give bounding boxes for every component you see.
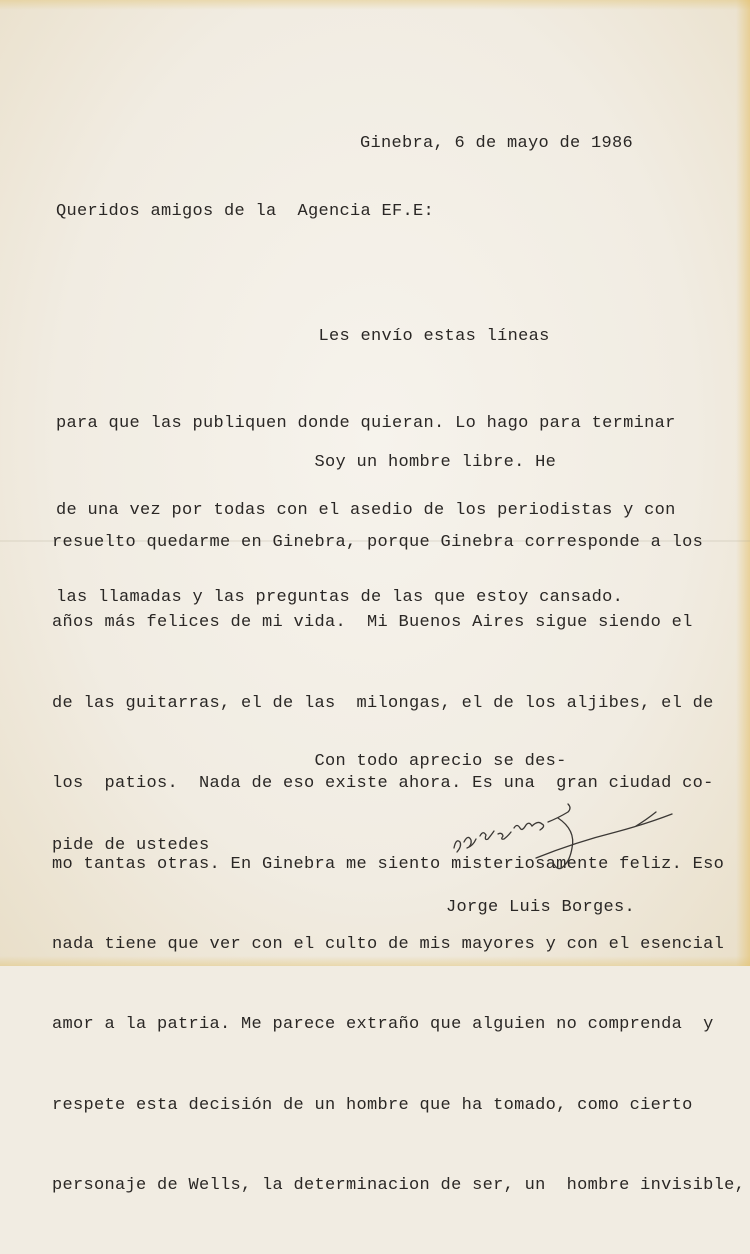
- letter-salutation: Queridos amigos de la Agencia EF.E:: [56, 202, 435, 221]
- paragraph-line: personaje de Wells, la determinacion de ser, un hombre invisible,: [52, 1176, 746, 1196]
- handwritten-signature: [440, 796, 680, 876]
- letter-date: Ginebra, 6 de mayo de 1986: [360, 134, 634, 153]
- paragraph-line: para que las publiquen donde quieran. Lo hago para terminar: [56, 414, 676, 433]
- paragraph-line: años más felices de mi vida. Mi Buenos Aires sigue siendo el: [52, 613, 693, 633]
- paragraph-line: Les envío estas líneas: [56, 327, 550, 346]
- signer-name: Jorge Luis Borges.: [446, 898, 636, 917]
- closing-line: Con todo aprecio se des-: [52, 752, 567, 771]
- paragraph-line: mo tantas otras. En Ginebra me siento misteriosamente feliz. Eso: [52, 854, 725, 874]
- paragraph-line: nada tiene que ver con el culto de mis mayores y con el esencial: [52, 934, 725, 954]
- paragraph-line: respete esta decisión de un hombre que ha tomado, como cierto: [52, 1095, 693, 1115]
- paragraph-line: las llamadas y las preguntas de las que estoy cansado.: [56, 588, 624, 607]
- paragraph-line: los patios. Nada de eso existe ahora. Es una gran ciudad co-: [52, 774, 714, 794]
- paragraph-line: resuelto quedarme en Ginebra, porque Ginebra corresponde a los: [52, 532, 704, 552]
- paragraph-line: de una vez por todas con el asedio de los periodistas y con: [56, 501, 676, 520]
- paper-edge-top: [0, 0, 750, 10]
- paragraph-line: Soy un hombre libre. He: [52, 452, 557, 472]
- paragraph-line: de las guitarras, el de las milongas, el de los aljibes, el de: [52, 693, 714, 713]
- closing-line: pide de ustedes: [52, 836, 210, 855]
- paragraph-line: amor a la patria. Me parece extraño que alguien no comprenda y: [52, 1015, 714, 1035]
